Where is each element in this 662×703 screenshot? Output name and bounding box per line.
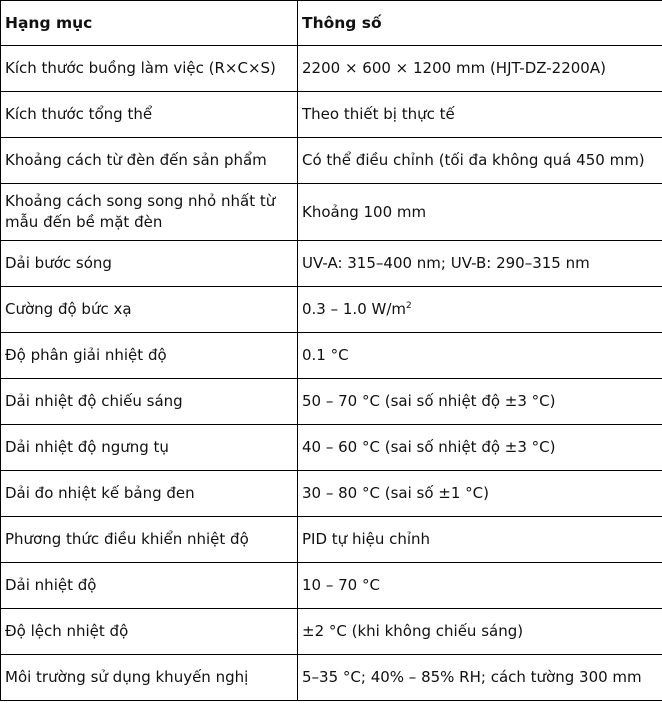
row-spec: 30 – 80 °C (sai số ±1 °C) [298,471,662,517]
table-row [1,333,662,379]
row-item: Phương thức điều khiển nhiệt độ [1,517,298,563]
table-row [1,609,662,655]
row-item: Khoảng cách từ đèn đến sản phẩm [1,138,298,184]
row-item: Độ lệch nhiệt độ [1,609,298,655]
row-item: Dải nhiệt độ ngưng tụ [1,425,298,471]
table-row [1,471,662,517]
table-row [1,655,662,701]
table-row [1,46,662,92]
table-row [1,241,662,287]
row-spec: ±2 °C (khi không chiếu sáng) [298,609,662,655]
row-spec: 40 – 60 °C (sai số nhiệt độ ±3 °C) [298,425,662,471]
table-header-row [1,1,662,46]
table-row [1,425,662,471]
unit-superscript: 2 [406,301,412,311]
table-row [1,563,662,609]
table-row [1,92,662,138]
row-item: Khoảng cách song song nhỏ nhất từ mẫu đến bề mặt đèn [1,184,298,241]
table-row [1,287,662,333]
row-item: Cường độ bức xạ [1,287,298,333]
row-item: Dải nhiệt độ chiếu sáng [1,379,298,425]
header-spec: Thông số [298,1,662,46]
table-row [1,184,662,241]
row-spec: Theo thiết bị thực tế [298,92,662,138]
row-item: Dải bước sóng [1,241,298,287]
row-item: Môi trường sử dụng khuyến nghị [1,655,298,701]
row-item: Dải đo nhiệt kế bảng đen [1,471,298,517]
row-spec: 5–35 °C; 40% – 85% RH; cách tường 300 mm [298,655,662,701]
row-spec: 2200 × 600 × 1200 mm (HJT-DZ-2200A) [298,46,662,92]
table-row [1,517,662,563]
table-row [1,138,662,184]
row-spec: 0.1 °C [298,333,662,379]
row-spec: PID tự hiệu chỉnh [298,517,662,563]
row-spec: Có thể điều chỉnh (tối đa không quá 450 mm) [298,138,662,184]
row-spec: 10 – 70 °C [298,563,662,609]
row-item: Độ phân giải nhiệt độ [1,333,298,379]
row-spec: UV-A: 315–400 nm; UV-B: 290–315 nm [298,241,662,287]
row-item: Kích thước buồng làm việc (R×C×S) [1,46,298,92]
row-spec-text: 0.3 – 1.0 W/m [302,300,407,318]
row-spec: Khoảng 100 mm [298,184,662,241]
table-row [1,379,662,425]
row-spec [298,287,662,333]
row-spec: 50 – 70 °C (sai số nhiệt độ ±3 °C) [298,379,662,425]
row-item: Kích thước tổng thể [1,92,298,138]
row-item: Dải nhiệt độ [1,563,298,609]
header-item: Hạng mục [1,1,298,46]
